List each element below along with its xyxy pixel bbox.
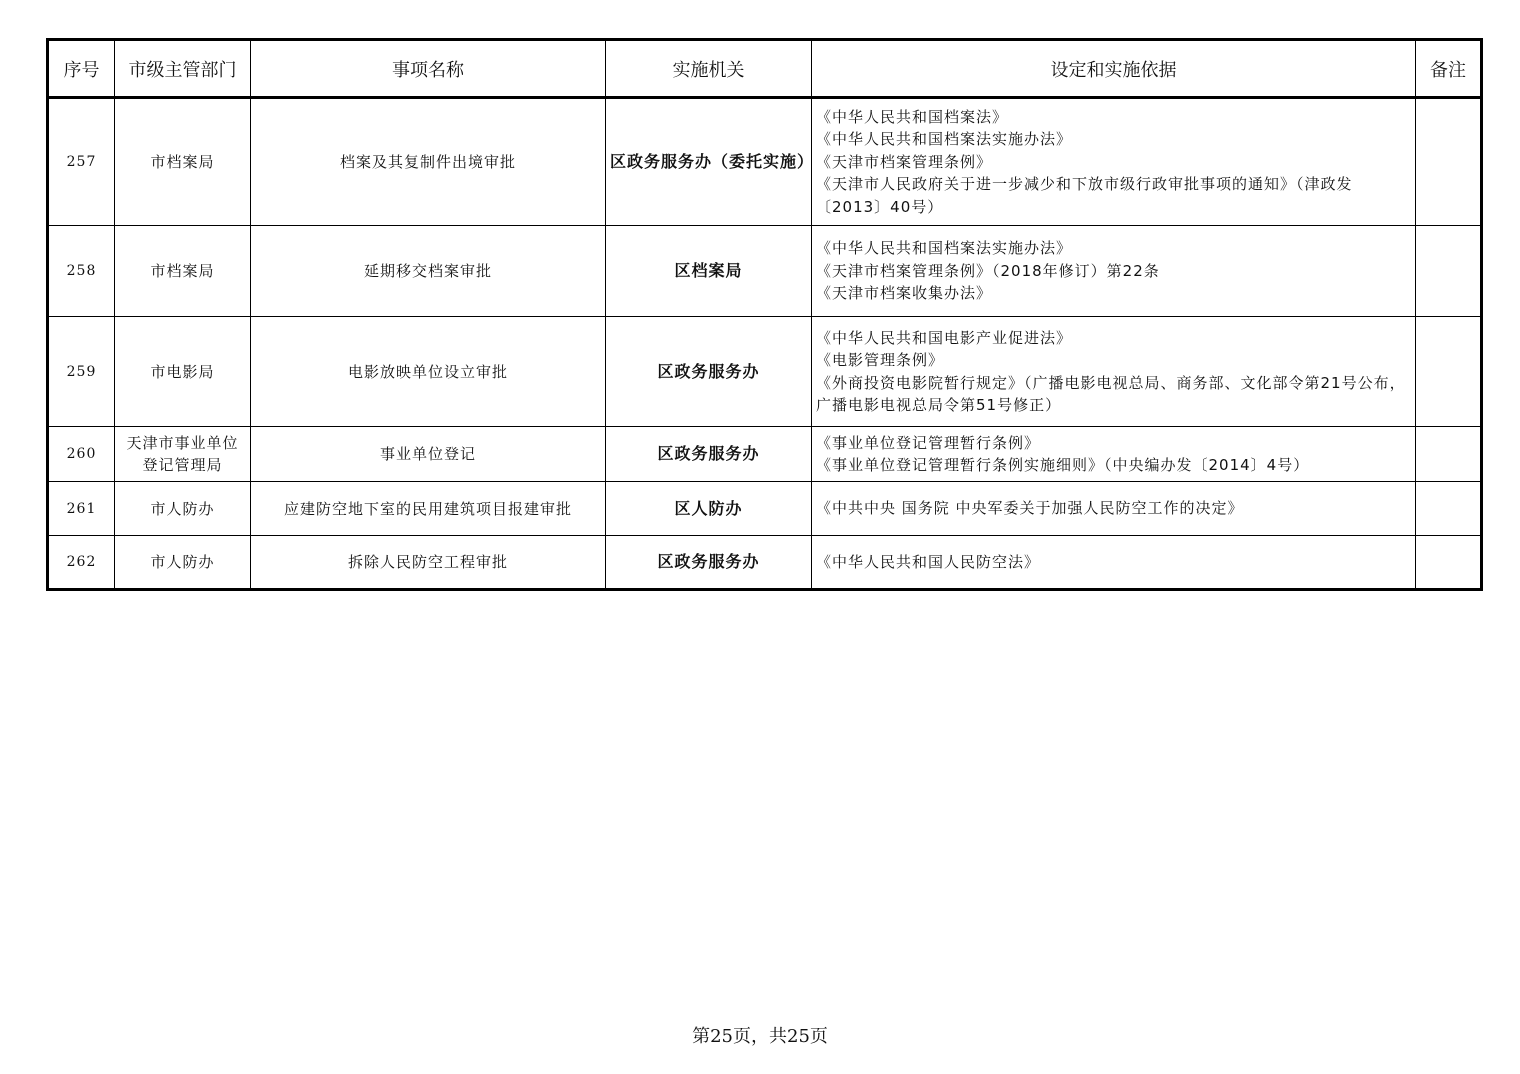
cell-item: 应建防空地下室的民用建筑项目报建审批 [251,482,606,536]
basis-line: 《事业单位登记管理暂行条例》 [816,433,1041,452]
cell-agency: 区人防办 [606,482,812,536]
cell-dept: 市人防办 [115,536,251,590]
table-row [48,226,1482,317]
cell-item: 档案及其复制件出境审批 [251,98,606,226]
table-row [48,98,1482,226]
header-item: 事项名称 [251,40,606,98]
basis-line: 《中华人民共和国档案法实施办法》 [816,130,1073,149]
cell-dept: 市人防办 [115,482,251,536]
basis-line: 《天津市档案管理条例》（2018年修订）第22条 [816,261,1160,280]
cell-dept: 市电影局 [115,317,251,427]
cell-note [1416,427,1482,482]
cell-seq: 261 [48,482,115,536]
basis-line: 《电影管理条例》 [816,351,945,369]
basis-line: 《中华人民共和国档案法实施办法》 [816,239,1073,258]
table-row [48,482,1482,536]
basis-line: 《中华人民共和国档案法》 [816,107,1009,126]
cell-dept: 市档案局 [115,226,251,317]
basis-line: 《中华人民共和国人民防空法》 [816,552,1041,571]
cell-basis [812,98,1416,226]
header-note: 备注 [1416,40,1482,98]
table-row [48,536,1482,590]
basis-line: 《天津市人民政府关于进一步减少和下放市级行政审批事项的通知》（津政发〔2013〕40号） [816,175,1353,216]
basis-line: 《外商投资电影院暂行规定》（广播电影电视总局、商务部、文化部令第21号公布，广播电影电视总局令第51号修正） [816,373,1406,414]
approval-items-table-container [46,38,1480,591]
table-row [48,427,1482,482]
basis-line: 《天津市档案管理条例》 [816,152,993,171]
cell-item: 拆除人民防空工程审批 [251,536,606,590]
cell-note [1416,317,1482,427]
header-seq: 序号 [48,40,115,98]
cell-item: 事业单位登记 [251,427,606,482]
cell-seq: 262 [48,536,115,590]
basis-line: 《中共中央 国务院 中央军委关于加强人民防空工作的决定》 [816,499,1244,518]
cell-agency: 区政务服务办 [606,536,812,590]
page-number-footer: 第25页，共25页 [692,1026,828,1047]
basis-line: 《事业单位登记管理暂行条例实施细则》（中央编办发〔2014〕4号） [816,456,1310,474]
cell-basis [812,482,1416,536]
basis-line: 《中华人民共和国电影产业促进法》 [816,328,1073,347]
basis-line: 《天津市档案收集办法》 [816,284,993,303]
cell-agency: 区政务服务办 [606,427,812,482]
cell-seq: 257 [48,98,115,226]
table-header-row [48,40,1482,98]
cell-note [1416,482,1482,536]
table-row [48,317,1482,427]
cell-item: 电影放映单位设立审批 [251,317,606,427]
cell-item: 延期移交档案审批 [251,226,606,317]
cell-seq: 258 [48,226,115,317]
cell-basis [812,226,1416,317]
header-basis: 设定和实施依据 [812,40,1416,98]
cell-agency: 区档案局 [606,226,812,317]
approval-items-table [46,38,1483,591]
cell-basis [812,317,1416,427]
header-agency: 实施机关 [606,40,812,98]
cell-seq: 260 [48,427,115,482]
cell-dept: 天津市事业单位登记管理局 [115,427,251,482]
cell-seq: 259 [48,317,115,427]
cell-basis [812,427,1416,482]
cell-note [1416,98,1482,226]
cell-dept: 市档案局 [115,98,251,226]
header-dept: 市级主管部门 [115,40,251,98]
cell-note [1416,536,1482,590]
cell-basis [812,536,1416,590]
cell-note [1416,226,1482,317]
cell-agency: 区政务服务办（委托实施） [606,98,812,226]
cell-agency: 区政务服务办 [606,317,812,427]
